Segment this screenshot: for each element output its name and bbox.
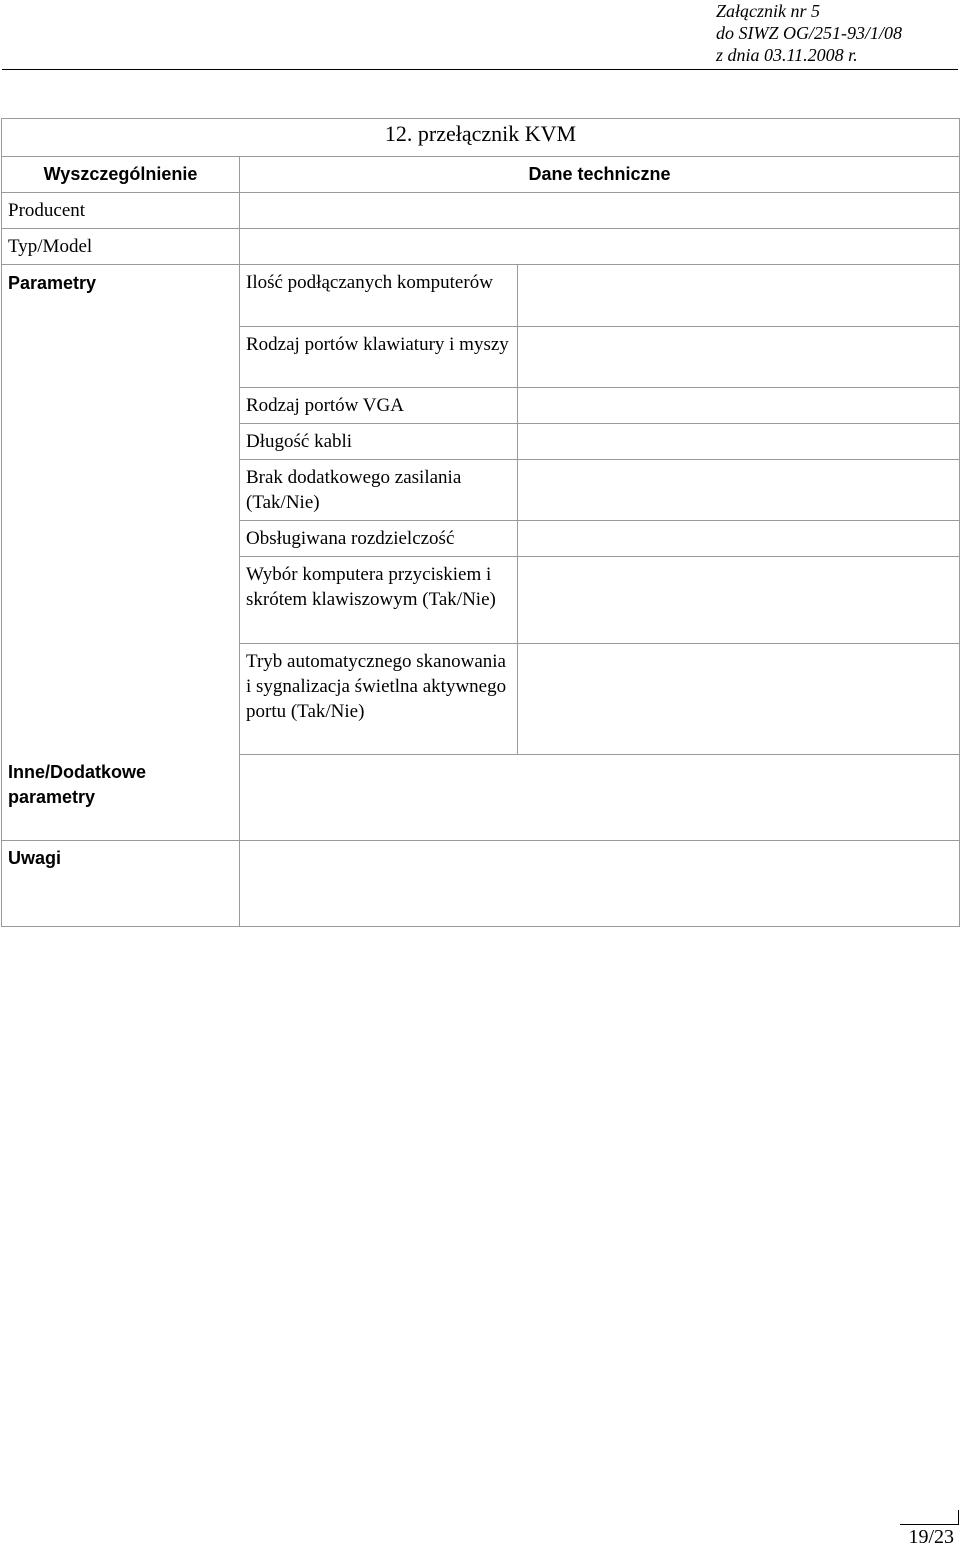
param-label: Wybór komputera przyciskiem i skrótem klawiszowym (Tak/Nie) xyxy=(240,557,518,644)
param-value-cell xyxy=(518,557,960,644)
value-cell-typ-model xyxy=(240,229,960,265)
param-label: Rodzaj portów klawiatury i myszy xyxy=(240,327,518,388)
inne-value-cell xyxy=(240,755,960,841)
param-label: Ilość podłączanych komputerów xyxy=(240,265,518,327)
value-cell-producent xyxy=(240,193,960,229)
param-label: Obsługiwana rozdzielczość xyxy=(240,521,518,557)
row-label-typ-model: Typ/Model xyxy=(2,229,240,265)
row-label-uwagi: Uwagi xyxy=(2,841,240,927)
header-divider xyxy=(2,69,958,70)
document-header xyxy=(716,0,902,66)
row-label-parametry xyxy=(2,265,240,841)
param-value-cell xyxy=(518,388,960,424)
param-value-cell xyxy=(518,265,960,327)
tender-reference: do SIWZ OG/251-93/1/08 xyxy=(716,23,902,43)
param-value-cell xyxy=(518,327,960,388)
value-cell-uwagi xyxy=(240,841,960,927)
param-value-cell xyxy=(518,644,960,755)
col-header-tech: Dane techniczne xyxy=(240,157,960,193)
param-label: Rodzaj portów VGA xyxy=(240,388,518,424)
param-label: Brak dodatkowego zasilania (Tak/Nie) xyxy=(240,460,518,521)
page-number-frame xyxy=(900,1510,959,1525)
inne-label: Inne/Dodatkowe parametry xyxy=(8,762,147,807)
row-label-producent: Producent xyxy=(2,193,240,229)
document-date: z dnia 03.11.2008 r. xyxy=(716,45,858,65)
param-label: Długość kabli xyxy=(240,424,518,460)
param-label: Tryb automatycznego skanowania i sygnalizacja świetlna aktywnego portu (Tak/Nie) xyxy=(240,644,518,755)
param-value-cell xyxy=(518,521,960,557)
param-value-cell xyxy=(518,424,960,460)
attachment-number: Załącznik nr 5 xyxy=(716,1,821,21)
parametry-label: Parametry xyxy=(8,273,97,293)
param-value-cell xyxy=(518,460,960,521)
table-title: 12. przełącznik KVM xyxy=(2,119,960,157)
page-number: 19/23 xyxy=(908,1526,954,1548)
col-header-spec: Wyszczególnienie xyxy=(2,157,240,193)
